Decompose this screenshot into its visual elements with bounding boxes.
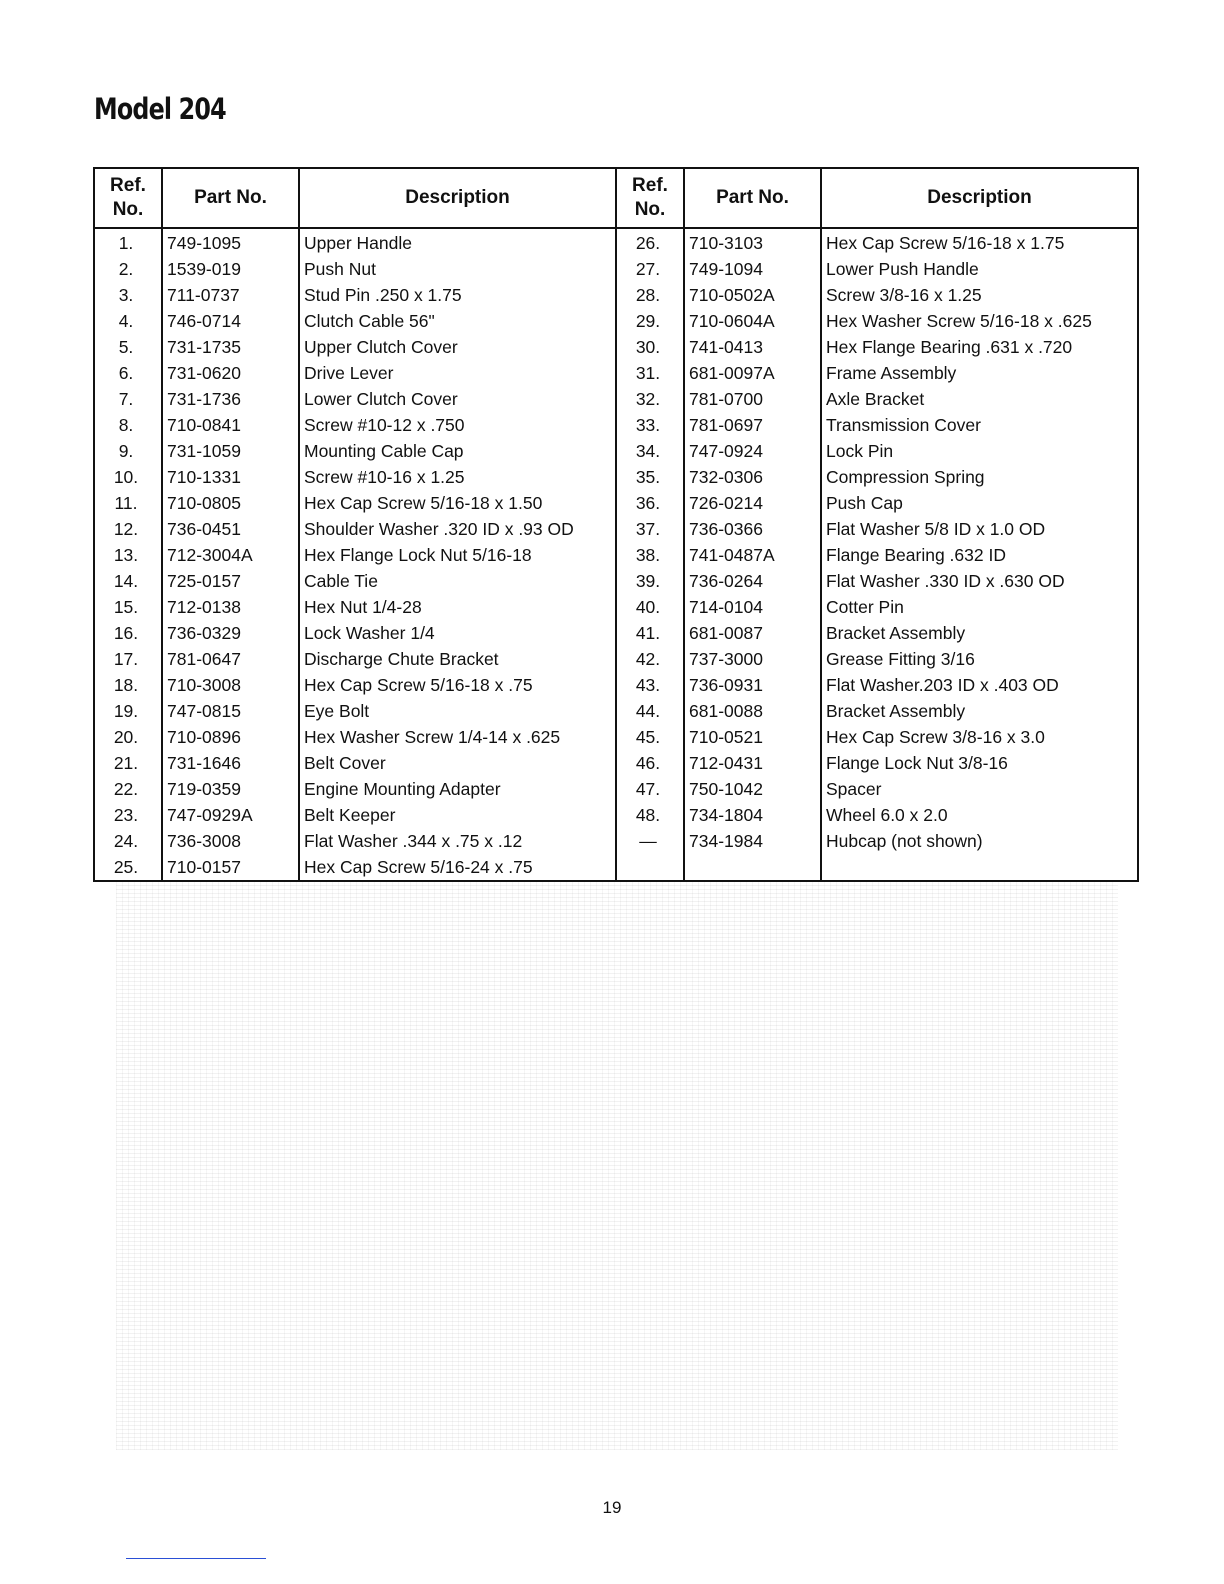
part-no-cell: 731-1646 (162, 750, 299, 776)
ref-no-cell: 12. (94, 516, 162, 542)
part-no-cell: 710-3008 (162, 672, 299, 698)
description-cell: Hex Flange Lock Nut 5/16-18 (299, 542, 616, 568)
description-cell: Lock Pin (821, 438, 1138, 464)
description-cell: Frame Assembly (821, 360, 1138, 386)
part-no-cell: 712-0138 (162, 594, 299, 620)
parts-table-header (94, 168, 1138, 228)
ref-no-cell: 27. (616, 256, 684, 282)
part-no-cell: 781-0697 (684, 412, 821, 438)
table-row (94, 438, 1138, 464)
part-no-cell: 712-3004A (162, 542, 299, 568)
ref-no-cell: 6. (94, 360, 162, 386)
part-no-cell: 710-0896 (162, 724, 299, 750)
ref-no-cell: 13. (94, 542, 162, 568)
description-cell: Hex Washer Screw 1/4-14 x .625 (299, 724, 616, 750)
description-cell (821, 854, 1138, 881)
ref-no-cell: 43. (616, 672, 684, 698)
part-no-cell: 681-0088 (684, 698, 821, 724)
part-no-cell: 750-1042 (684, 776, 821, 802)
description-cell: Lower Push Handle (821, 256, 1138, 282)
part-no-cell (684, 854, 821, 881)
part-no-cell: 710-0805 (162, 490, 299, 516)
part-no-cell: 736-0451 (162, 516, 299, 542)
table-row (94, 828, 1138, 854)
description-cell: Clutch Cable 56" (299, 308, 616, 334)
description-cell: Screw #10-16 x 1.25 (299, 464, 616, 490)
part-no-cell: 681-0097A (684, 360, 821, 386)
table-row (94, 256, 1138, 282)
part-no-cell: 737-3000 (684, 646, 821, 672)
description-cell: Cotter Pin (821, 594, 1138, 620)
ref-no-cell: 5. (94, 334, 162, 360)
part-no-cell: 726-0214 (684, 490, 821, 516)
description-cell: Lower Clutch Cover (299, 386, 616, 412)
ref-no-cell: 48. (616, 802, 684, 828)
part-no-cell: 710-0604A (684, 308, 821, 334)
table-row (94, 854, 1138, 881)
ref-no-cell: 1. (94, 228, 162, 256)
part-no-cell: 714-0104 (684, 594, 821, 620)
ref-no-cell: 9. (94, 438, 162, 464)
ref-no-cell: 24. (94, 828, 162, 854)
table-row (94, 776, 1138, 802)
part-no-cell: 710-1331 (162, 464, 299, 490)
ref-no-cell: 42. (616, 646, 684, 672)
description-cell: Drive Lever (299, 360, 616, 386)
part-no-cell: 712-0431 (684, 750, 821, 776)
part-no-cell: 731-1059 (162, 438, 299, 464)
ref-no-cell: 15. (94, 594, 162, 620)
table-row (94, 802, 1138, 828)
ref-no-cell: 38. (616, 542, 684, 568)
description-cell: Flat Washer 5/8 ID x 1.0 OD (821, 516, 1138, 542)
part-no-cell: 725-0157 (162, 568, 299, 594)
part-no-cell: 736-0329 (162, 620, 299, 646)
table-row (94, 542, 1138, 568)
ref-no-cell: 21. (94, 750, 162, 776)
ref-no-cell: 29. (616, 308, 684, 334)
part-no-cell: 736-0264 (684, 568, 821, 594)
table-row (94, 490, 1138, 516)
part-no-cell: 711-0737 (162, 282, 299, 308)
part-no-cell: 1539-019 (162, 256, 299, 282)
parts-table (93, 167, 1139, 882)
ref-no-cell (616, 854, 684, 881)
table-row (94, 228, 1138, 256)
description-cell: Eye Bolt (299, 698, 616, 724)
footer-link-line (126, 1558, 266, 1559)
table-row (94, 282, 1138, 308)
description-cell: Hex Cap Screw 5/16-18 x .75 (299, 672, 616, 698)
description-cell: Flat Washer.203 ID x .403 OD (821, 672, 1138, 698)
table-row (94, 646, 1138, 672)
ref-no-cell: 36. (616, 490, 684, 516)
ref-no-cell: 39. (616, 568, 684, 594)
part-no-cell: 710-0157 (162, 854, 299, 881)
table-row (94, 724, 1138, 750)
ref-no-cell: 22. (94, 776, 162, 802)
part-no-cell: 731-0620 (162, 360, 299, 386)
part-no-cell: 681-0087 (684, 620, 821, 646)
ref-no-cell: 20. (94, 724, 162, 750)
part-no-cell: 749-1094 (684, 256, 821, 282)
ref-no-cell: 19. (94, 698, 162, 724)
ref-no-cell: 7. (94, 386, 162, 412)
table-row (94, 594, 1138, 620)
description-cell: Hex Cap Screw 3/8-16 x 3.0 (821, 724, 1138, 750)
table-row (94, 360, 1138, 386)
ref-no-cell: 18. (94, 672, 162, 698)
header-ref-no-left: Ref. No. (94, 168, 162, 228)
part-no-cell: 710-0841 (162, 412, 299, 438)
description-cell: Compression Spring (821, 464, 1138, 490)
description-cell: Shoulder Washer .320 ID x .93 OD (299, 516, 616, 542)
description-cell: Bracket Assembly (821, 620, 1138, 646)
description-cell: Hex Cap Screw 5/16-18 x 1.75 (821, 228, 1138, 256)
ref-no-cell: — (616, 828, 684, 854)
page-title: Model 204 (94, 92, 226, 126)
part-no-cell: 736-0931 (684, 672, 821, 698)
part-no-cell: 734-1804 (684, 802, 821, 828)
part-no-cell: 781-0700 (684, 386, 821, 412)
description-cell: Hex Washer Screw 5/16-18 x .625 (821, 308, 1138, 334)
header-ref-no-right: Ref. No. (616, 168, 684, 228)
ref-no-cell: 10. (94, 464, 162, 490)
ref-no-cell: 11. (94, 490, 162, 516)
ref-no-cell: 14. (94, 568, 162, 594)
description-cell: Flat Washer .330 ID x .630 OD (821, 568, 1138, 594)
table-row (94, 334, 1138, 360)
blank-scan-area (116, 878, 1118, 1450)
ref-no-cell: 17. (94, 646, 162, 672)
description-cell: Discharge Chute Bracket (299, 646, 616, 672)
ref-no-cell: 37. (616, 516, 684, 542)
table-row (94, 464, 1138, 490)
ref-no-cell: 2. (94, 256, 162, 282)
table-row (94, 568, 1138, 594)
ref-no-cell: 4. (94, 308, 162, 334)
description-cell: Hex Cap Screw 5/16-24 x .75 (299, 854, 616, 881)
description-cell: Push Nut (299, 256, 616, 282)
description-cell: Transmission Cover (821, 412, 1138, 438)
part-no-cell: 746-0714 (162, 308, 299, 334)
parts-table-body (94, 228, 1138, 881)
ref-no-cell: 25. (94, 854, 162, 881)
table-row (94, 698, 1138, 724)
ref-no-cell: 45. (616, 724, 684, 750)
part-no-cell: 736-0366 (684, 516, 821, 542)
part-no-cell: 747-0815 (162, 698, 299, 724)
part-no-cell: 749-1095 (162, 228, 299, 256)
description-cell: Flange Lock Nut 3/8-16 (821, 750, 1138, 776)
description-cell: Upper Clutch Cover (299, 334, 616, 360)
description-cell: Bracket Assembly (821, 698, 1138, 724)
ref-no-cell: 40. (616, 594, 684, 620)
header-part-no-right: Part No. (684, 168, 821, 228)
table-row (94, 308, 1138, 334)
table-row (94, 386, 1138, 412)
description-cell: Upper Handle (299, 228, 616, 256)
description-cell: Hex Nut 1/4-28 (299, 594, 616, 620)
ref-no-cell: 30. (616, 334, 684, 360)
ref-no-cell: 46. (616, 750, 684, 776)
part-no-cell: 710-0502A (684, 282, 821, 308)
part-no-cell: 731-1735 (162, 334, 299, 360)
description-cell: Mounting Cable Cap (299, 438, 616, 464)
description-cell: Engine Mounting Adapter (299, 776, 616, 802)
description-cell: Axle Bracket (821, 386, 1138, 412)
table-row (94, 412, 1138, 438)
table-row (94, 620, 1138, 646)
header-description-right: Description (821, 168, 1138, 228)
description-cell: Wheel 6.0 x 2.0 (821, 802, 1138, 828)
page-number: 19 (602, 1498, 622, 1517)
description-cell: Flat Washer .344 x .75 x .12 (299, 828, 616, 854)
part-no-cell: 747-0929A (162, 802, 299, 828)
part-no-cell: 719-0359 (162, 776, 299, 802)
ref-no-cell: 41. (616, 620, 684, 646)
ref-no-cell: 23. (94, 802, 162, 828)
ref-no-cell: 3. (94, 282, 162, 308)
ref-no-cell: 31. (616, 360, 684, 386)
part-no-cell: 710-3103 (684, 228, 821, 256)
header-description-left: Description (299, 168, 616, 228)
ref-no-cell: 33. (616, 412, 684, 438)
ref-no-cell: 44. (616, 698, 684, 724)
description-cell: Spacer (821, 776, 1138, 802)
description-cell: Stud Pin .250 x 1.75 (299, 282, 616, 308)
description-cell: Lock Washer 1/4 (299, 620, 616, 646)
description-cell: Grease Fitting 3/16 (821, 646, 1138, 672)
ref-no-cell: 26. (616, 228, 684, 256)
ref-no-cell: 35. (616, 464, 684, 490)
description-cell: Belt Keeper (299, 802, 616, 828)
part-no-cell: 734-1984 (684, 828, 821, 854)
description-cell: Hex Cap Screw 5/16-18 x 1.50 (299, 490, 616, 516)
description-cell: Hubcap (not shown) (821, 828, 1138, 854)
description-cell: Screw 3/8-16 x 1.25 (821, 282, 1138, 308)
part-no-cell: 741-0413 (684, 334, 821, 360)
ref-no-cell: 16. (94, 620, 162, 646)
part-no-cell: 710-0521 (684, 724, 821, 750)
part-no-cell: 732-0306 (684, 464, 821, 490)
part-no-cell: 731-1736 (162, 386, 299, 412)
description-cell: Cable Tie (299, 568, 616, 594)
ref-no-cell: 34. (616, 438, 684, 464)
ref-no-cell: 47. (616, 776, 684, 802)
table-row (94, 750, 1138, 776)
part-no-cell: 741-0487A (684, 542, 821, 568)
ref-no-cell: 28. (616, 282, 684, 308)
description-cell: Hex Flange Bearing .631 x .720 (821, 334, 1138, 360)
description-cell: Push Cap (821, 490, 1138, 516)
description-cell: Screw #10-12 x .750 (299, 412, 616, 438)
part-no-cell: 781-0647 (162, 646, 299, 672)
header-part-no-left: Part No. (162, 168, 299, 228)
part-no-cell: 747-0924 (684, 438, 821, 464)
part-no-cell: 736-3008 (162, 828, 299, 854)
description-cell: Belt Cover (299, 750, 616, 776)
ref-no-cell: 32. (616, 386, 684, 412)
ref-no-cell: 8. (94, 412, 162, 438)
description-cell: Flange Bearing .632 ID (821, 542, 1138, 568)
table-row (94, 672, 1138, 698)
table-row (94, 516, 1138, 542)
